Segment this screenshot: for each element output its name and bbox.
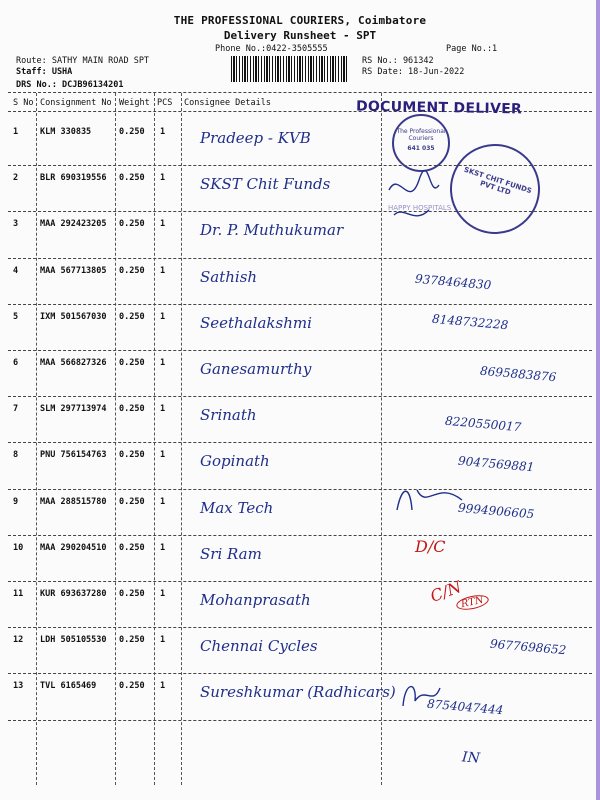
signature-scrawl: [384, 170, 444, 230]
weight: 0.250: [119, 542, 145, 553]
round-stamp-code: 641 035: [407, 145, 435, 152]
serial-number: 4: [13, 265, 19, 276]
weight: 0.250: [119, 681, 145, 692]
receiver-phone: 9994906605: [457, 500, 535, 521]
pieces: 1: [160, 681, 166, 692]
remark-rtn: RTN: [455, 593, 490, 613]
serial-number: 3: [13, 219, 19, 230]
weight: 0.250: [119, 311, 145, 322]
col-header-sno: S No: [13, 98, 34, 108]
consignment-number: SLM 297713974: [40, 404, 107, 415]
document-delivered-stamp: DOCUMENT DELIVER: [355, 98, 523, 118]
consignee-name: Sureshkumar (Radhicars): [200, 683, 396, 702]
weight: 0.250: [119, 127, 145, 137]
table-row: [0, 166, 600, 212]
pieces: 1: [160, 127, 166, 137]
serial-number: 11: [13, 589, 24, 599]
weight: 0.250: [119, 635, 145, 646]
remark-in: IN: [461, 749, 481, 767]
pieces: 1: [160, 265, 166, 276]
pieces: 1: [160, 542, 166, 553]
table-row: [0, 305, 600, 351]
consignee-name: Dr. P. Muthukumar: [200, 221, 344, 240]
col-header-consignment: Consignment No: [40, 98, 112, 108]
receiver-phone: 9378464830: [414, 271, 492, 292]
col-header-consignee: Consignee Details: [184, 98, 271, 108]
route: Route: SATHY MAIN ROAD SPT: [16, 56, 150, 66]
receiver-phone: 8695883876: [479, 363, 557, 385]
pieces: 1: [160, 358, 166, 368]
receiver-phone: 8220550017: [444, 413, 522, 435]
weight: 0.250: [119, 496, 145, 507]
table-row: [0, 536, 600, 582]
consignee-name: Gopinath: [200, 452, 270, 471]
consignment-number: MAA 567713805: [40, 265, 107, 276]
table-row: [0, 628, 600, 674]
weight: 0.250: [119, 404, 145, 415]
company-name: THE PROFESSIONAL COURIERS, Coimbatore: [173, 14, 427, 27]
drs-number: DRS No.: DCJB96134201: [16, 80, 124, 90]
serial-number: 13: [13, 681, 24, 692]
col-header-weight: Weight: [119, 98, 150, 108]
table-row: [0, 674, 600, 720]
signature-scrawl: [395, 676, 445, 716]
consignment-number: MAA 566827326: [40, 358, 107, 368]
consignee-name: Ganesamurthy: [200, 360, 312, 378]
receiver-phone: 9677698652: [489, 636, 567, 658]
row-divider: [8, 720, 592, 721]
consignee-name: Mohanprasath: [200, 591, 311, 609]
table-top-rule: [8, 92, 592, 93]
pieces: 1: [160, 219, 166, 230]
serial-number: 8: [13, 450, 19, 461]
table-row: [0, 490, 600, 536]
consignment-number: MAA 290204510: [40, 542, 107, 553]
faded-hospital-stamp: HAPPY HOSPITALS: [388, 204, 452, 212]
table-row: [0, 259, 600, 305]
serial-number: 5: [13, 311, 19, 322]
table-row: [0, 351, 600, 397]
consignment-number: TVL 6165469: [40, 681, 97, 692]
consignment-number: PNU 756154763: [40, 450, 107, 461]
consignee-name: Chennai Cycles: [200, 637, 318, 656]
pieces: 1: [160, 173, 166, 184]
table-row: [0, 582, 600, 628]
consignment-number: KUR 693637280: [40, 589, 107, 599]
weight: 0.250: [119, 265, 145, 276]
consignee-name: Pradeep - KVB: [200, 129, 311, 147]
consignee-name: Seethalakshmi: [200, 313, 312, 332]
receiver-phone: 8148732228: [431, 311, 509, 333]
table-row: [0, 212, 600, 258]
phone-number: Phone No.:0422-3505555: [215, 44, 328, 54]
chit-funds-stamp-text: SKST CHIT FUNDS PVT LTD: [462, 165, 533, 197]
serial-number: 12: [13, 635, 24, 646]
page-number: Page No.:1: [446, 44, 498, 54]
signature-scrawl: [392, 480, 472, 520]
consignee-name: Sri Ram: [200, 544, 262, 563]
serial-number: 2: [13, 173, 19, 184]
table-row: [0, 120, 600, 166]
staff: Staff: USHA: [16, 67, 73, 77]
serial-number: 1: [13, 127, 19, 137]
consignment-number: MAA 292423205: [40, 219, 107, 230]
weight: 0.250: [119, 173, 145, 184]
pieces: 1: [160, 496, 166, 507]
pieces: 1: [160, 589, 166, 599]
remark-dl: D/C: [415, 537, 446, 556]
consignment-number: MAA 288515780: [40, 496, 107, 507]
weight: 0.250: [119, 358, 145, 368]
round-stamp-text: The Professional Couriers: [396, 128, 446, 142]
serial-number: 9: [13, 496, 19, 507]
consignee-name: SKST Chit Funds: [200, 175, 331, 194]
rs-date: RS Date: 18-Jun-2022: [362, 67, 465, 77]
rs-number: RS No.: 961342: [362, 56, 434, 66]
serial-number: 7: [13, 404, 19, 415]
col-header-pcs: PCS: [157, 98, 173, 108]
consignee-name: Srinath: [200, 406, 257, 425]
consignee-name: Sathish: [200, 267, 258, 286]
pieces: 1: [160, 311, 166, 322]
pieces: 1: [160, 404, 166, 415]
table-row: [0, 443, 600, 489]
weight: 0.250: [119, 589, 145, 599]
barcode: [231, 56, 349, 82]
sheet-header: [0, 14, 600, 42]
runsheet-title: Delivery Runsheet - SPT: [223, 29, 377, 42]
weight: 0.250: [119, 450, 145, 461]
receiver-phone: 9047569881: [457, 454, 535, 475]
table-row: [0, 397, 600, 443]
serial-number: 10: [13, 542, 24, 553]
consignment-number: KLM 330835: [40, 127, 92, 137]
remark-cn: C/N: [427, 577, 464, 606]
serial-number: 6: [13, 358, 19, 368]
weight: 0.250: [119, 219, 145, 230]
consignment-number: IXM 501567030: [40, 311, 107, 322]
receiver-phone: 8754047444: [426, 697, 504, 718]
consignment-number: LDH 505105530: [40, 635, 107, 646]
pieces: 1: [160, 450, 166, 461]
consignee-name: Max Tech: [200, 498, 274, 517]
pieces: 1: [160, 635, 166, 646]
consignment-number: BLR 690319556: [40, 173, 107, 184]
